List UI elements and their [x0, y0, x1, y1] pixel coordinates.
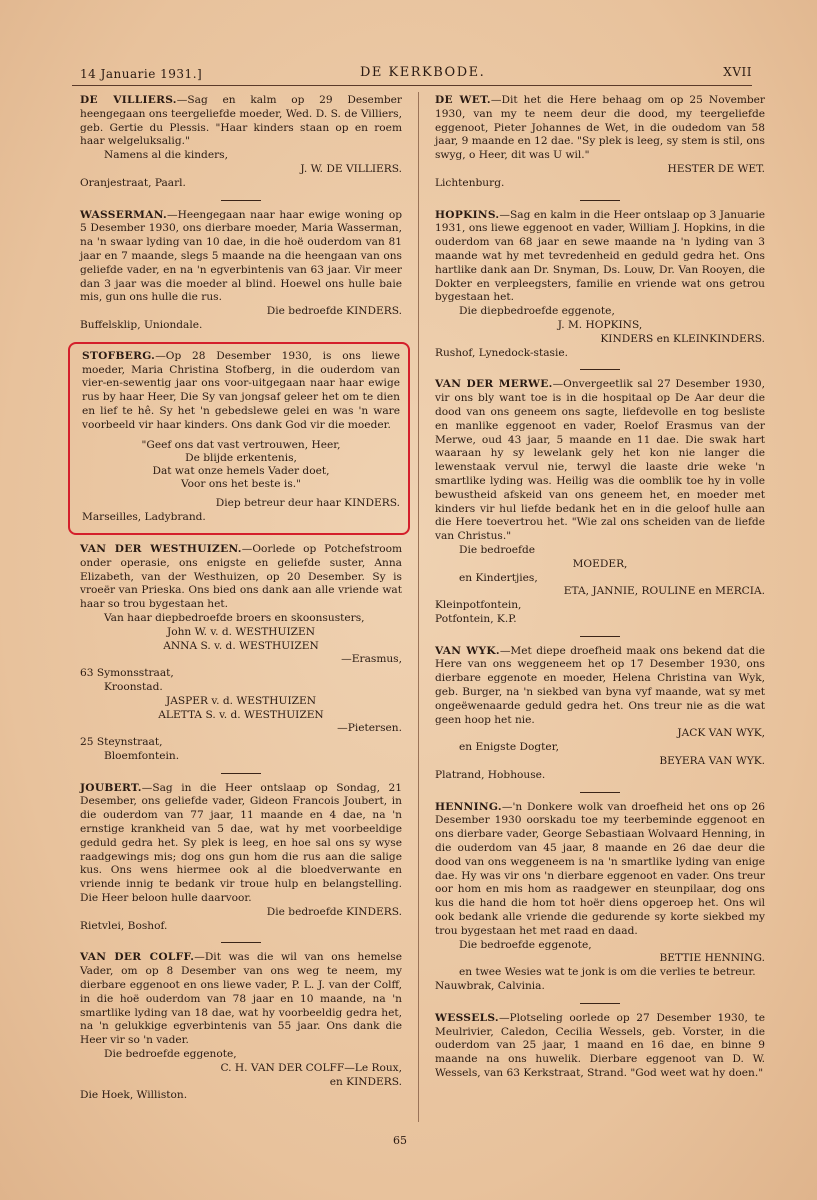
poem-line: Voor ons het beste is." — [180, 478, 302, 491]
notice-surname: VAN DER MERWE. — [435, 378, 553, 391]
notice-surname: DE VILLIERS. — [80, 94, 177, 106]
separator — [221, 200, 261, 201]
separator — [221, 942, 261, 943]
notice-name: ALETTA S. v. d. WESTHUIZEN — [158, 708, 324, 721]
notice-pre: Die diepbedroefde eggenote, — [459, 305, 615, 318]
notice-surname: WESSELS. — [435, 1011, 499, 1024]
page-number: 65 — [393, 1134, 407, 1147]
notice-pre: Van haar diepbedroefde broers en skoonsusters, — [104, 611, 365, 624]
notice-name: JASPER v. d. WESTHUIZEN — [166, 694, 316, 707]
notice-surname: HENNING. — [435, 800, 502, 813]
notice-place: Marseilles, Ladybrand. — [82, 511, 206, 524]
notice-address: 63 Symonsstraat, — [80, 667, 174, 680]
notice-place: Platrand, Hobhouse. — [435, 768, 546, 781]
notice-surname: DE WET. — [435, 94, 491, 106]
notice-place: Nauwbrak, Calvinia. — [435, 980, 545, 993]
notice-henning — [435, 801, 765, 994]
notice-surname: VAN DER WESTHUIZEN. — [80, 542, 242, 555]
notice-signature-line2: en KINDERS. — [329, 1075, 402, 1088]
poem-line: Dat wat onze hemels Vader doet, — [152, 464, 330, 477]
notice-text: —'n Donkere wolk van droefheid het ons op 26 Desember 1930 oorskadu toe my teerbeminde eggenoot en ons dierbare vader, George Sebastiaan Wolvaard Henning, in die ouderdom van 45 jaar, 8 maande en 26 dae deur die dood van ons weggeneem is na 'n smartlike lyding van enige dae. Hy was vir ons 'n dierbare eggenoot en vader. Ons treur oor hom en mis hom as raadgewer en steunpilaar, dog ons kus die hand die hom tot hoër diens opgeroep het. Ons wil ook bedank alle vriende die gedurende sy korte siekbed my trou bygestaan het met raad en daad. — [435, 800, 765, 937]
notice-van-der-westhuizen — [80, 543, 402, 764]
column-divider — [418, 92, 419, 1122]
notice-signature: Die bedroefde KINDERS. — [266, 305, 402, 318]
notice-suffix: —Erasmus, — [341, 653, 402, 666]
notice-van-wyk — [435, 645, 765, 783]
separator — [580, 636, 620, 637]
left-column — [80, 94, 402, 1112]
notice-signature: Diep betreur deur haar KINDERS. — [215, 497, 400, 510]
notice-place: Rushof, Lynedock-stasie. — [435, 346, 569, 359]
issue-date: 14 Januarie 1931.] — [80, 67, 203, 81]
poem-line: De blijde erkentenis, — [185, 451, 297, 464]
notice-surname: VAN WYK. — [435, 644, 500, 657]
notice-suffix: —Pietersen. — [337, 722, 402, 735]
notice-name: John W. v. d. WESTHUIZEN — [166, 625, 316, 638]
notice-text: —Plotseling oorlede op 27 Desember 1930, te Meulrivier, Caledon, Cecilia Wessels, geb. Vorster, in die ouderdom van 25 jaar, 1 maand en 16 dae, en binne 9 maande na ons huwelik. Dierbare eggenoot van D. W. Wessels, van 63 Kerkstraat, Strand. "God weet wat hy doen." — [435, 1011, 765, 1079]
notice-surname: JOUBERT. — [80, 781, 142, 794]
notice-text: —Oorlede op Potchefstroom onder operasie, ons enigste en geliefde suster, Anna Elizabeth, van der Westhuizen, op 20 Desember. Sy is vroeër van Prieska. Ons bied ons dank aan alle vriende wat haar so trou bygestaan het. — [80, 542, 402, 611]
notice-poem — [82, 439, 400, 492]
notice-text: —Dit het die Here behaag om op 25 November 1930, van my te neem deur die dood, my teergeliefde eggenoot, Pieter Johannes de Wet, in die oudedom van 58 jaar, 9 maande en 12 dae. "Sy plek is leeg, sy stem is stil, ons swyg, o Heer, dit was U wil." — [435, 94, 765, 162]
right-column — [435, 94, 765, 1090]
notice-wessels — [435, 1012, 765, 1081]
notice-name: ANNA S. v. d. WESTHUIZEN — [163, 639, 319, 652]
notice-text: —Sag en kalm op 29 Desember heengegaan ons teergeliefde moeder, Wed. D. S. de Villiers, geb. Gertie du Plessis. "Haar kinders staan op en roem haar welgeluksalig." — [80, 94, 402, 148]
notice-signature: BETTIE HENNING. — [659, 952, 765, 965]
notice-place: Die Hoek, Williston. — [80, 1089, 188, 1102]
notice-text: —Op 28 Desember 1930, is ons liewe moeder, Maria Christina Stofberg, in die ouderdom van vier-en-sewentig jaar ons voor-uitgegaan naar haar ewige rus by haar Heer, Die Sy van jongsaf geleer het om te dien en lief te hê. Sy het 'n gebedslewe gelei en was 'n ware voorbeeld vir haar kinders. Ons dank God vir die moeder. — [82, 349, 400, 431]
separator — [221, 773, 261, 774]
notice-surname: WASSERMAN. — [80, 208, 168, 221]
notice-signature: J. M. HOPKINS, — [557, 318, 643, 331]
header-rule — [72, 85, 752, 86]
notice-place: Buffelsklip, Uniondale. — [80, 318, 203, 331]
notice-hopkins — [435, 209, 765, 361]
notice-surname: STOFBERG. — [82, 349, 156, 362]
notice-text: —Sag en kalm in die Heer ontslaap op 3 Januarie 1931, ons liewe eggenoot en vader, William J. Hopkins, in die ouderdom van 68 jaar en sewe maande na 'n lyding van 3 maande wat hy met tevredenheid en geduld gedra het. Ons hartlike dank aan Dr. Snyman, Ds. Louw, Dr. Van Rooyen, die Dokter en verpleegsters, familie en vriende wat ons getrou bygestaan het. — [435, 208, 765, 304]
notice-signature: ETA, JANNIE, ROULINE en MERCIA. — [563, 585, 765, 598]
notice-pre: Namens al die kinders, — [104, 149, 228, 162]
notice-pre: Die bedroefde eggenote, — [104, 1048, 237, 1061]
separator — [580, 792, 620, 793]
notice-signature: J. W. DE VILLIERS. — [300, 162, 402, 175]
notice-de-villiers — [80, 94, 402, 191]
separator — [580, 369, 620, 370]
notice-post: en twee Wesies wat te jonk is om die verlies te betreur. — [459, 966, 756, 979]
notice-text: —Met diepe droefheid maak ons bekend dat die Here van ons weggeneem het op 17 Desember 1930, ons dierbare eggenote en moeder, Helena Christina van Wyk, geb. Burger, na 'n siekbed van byna vyf maande, wat sy met ongeëwenaarde geduld gedra het. Ons treur nie as die wat geen hoop het nie. — [435, 644, 765, 726]
page-header — [62, 62, 762, 86]
notice-de-wet — [435, 94, 765, 191]
notice-signature: C. H. VAN DER COLFF—Le Roux, — [220, 1061, 402, 1074]
notice-place: Lichtenburg. — [435, 176, 505, 189]
newspaper-title: DE KERKBODE. — [360, 65, 486, 80]
notice-signature-line2: KINDERS en KLEINKINDERS. — [600, 332, 765, 345]
notice-signature: JACK VAN WYK, — [677, 727, 765, 740]
notice-joubert — [80, 782, 402, 934]
notice-pre: en Enigste Dogter, — [459, 741, 559, 754]
notice-signature-line2: BEYERA VAN WYK. — [659, 755, 765, 768]
notice-wasserman — [80, 209, 402, 333]
notice-text: —Sag in die Heer ontslaap op Sondag, 21 Desember, ons geliefde vader, Gideon Francois Joubert, in die ouderdom van 77 jaar, 11 maande en 4 dae, na 'n ernstige krankheid van 5 dae, wat hy met voorbeeldige geduld gedra het. Sy plek is leeg, en hoe sal ons sy wyse raadgewings mis; dog ons gun hom die rus aan die salige kus. Ons wens hiermee ook al die bloedverwante en vriende innig te bedank vir troue hulp en belangstelling. Die Heer beloon hulle daarvoor. — [80, 781, 402, 905]
separator — [580, 1003, 620, 1004]
notice-address: 25 Steynstraat, — [80, 736, 163, 749]
notice-place: Kleinpotfontein, — [435, 599, 522, 612]
notice-surname: VAN DER COLFF. — [80, 951, 195, 964]
notice-van-der-merwe — [435, 378, 765, 626]
notice-pre: Die bedroefde eggenote, — [459, 938, 592, 951]
notice-place: Potfontein, K.P. — [435, 612, 517, 625]
notice-text: —Dit was die wil van ons hemelse Vader, om op 8 Desember van ons weg te neem, my dierbare eggenoot en ons liewe vader, P. L. J. van der Colff, in die hoë ouderdom van 78 jaar en 10 maande, na 'n smartlike lyding van 18 dae, wat hy voorbeeldig gedra het, na 'n gelukkige egverbintenis van 55 jaar. Ons dank die Heer vir so 'n vader. — [80, 951, 402, 1047]
notice-pre: Die bedroefde — [459, 543, 536, 556]
notice-van-der-colff — [80, 951, 402, 1103]
notice-place: Rietvlei, Boshof. — [80, 919, 168, 932]
notice-address: Bloemfontein. — [104, 749, 180, 762]
poem-line: "Geef ons dat vast vertrouwen, Heer, — [141, 438, 341, 451]
notice-signature: HESTER DE WET. — [667, 162, 765, 175]
page-roman-numeral: XVII — [723, 65, 752, 79]
notice-text: —Onvergeetlik sal 27 Desember 1930, vir ons bly want toe is in die hospitaal op De Aar deur die dood van ons geneem ons sagte, liefdevolle en tog besliste en manlike eggenoot en vader, Roelof Erasmus van der Merwe, oud 43 jaar, 5 maande en 11 dae. Die swak hart waaraan hy sy lewelank gely het kon nie langer die lewenstaak vervul nie, terwyl die laaste drie weke 'n smartlike lyding was. Heilig was die oomblik toe hy in volle bewustheid afskeid van ons geneem het, en moeder met kinders vir hul liefde bedank het en in die geloof hulle aan die Here toevertrou het. "Wie zal ons scheiden van de liefde van Christus." — [435, 378, 765, 543]
notice-signature: Die bedroefde KINDERS. — [266, 905, 402, 918]
notice-stofberg-highlighted — [68, 342, 410, 535]
notice-mid: en Kindertjies, — [459, 571, 538, 584]
notice-address: Kroonstad. — [104, 680, 163, 693]
notice-text: —Heengegaan naar haar ewige woning op 5 Desember 1930, ons dierbare moeder, Maria Wasserman, na 'n swaar lyding van 10 dae, in die hoë ouderdom van 81 jaar en 7 maande, slegs 5 maande na die heengaan van ons geliefde vader, en na 'n egverbintenis van 63 jaar. Vir meer dan 3 jaar was die moeder al blind. Hoewel ons hulle baie mis, gun ons hulle die rus. — [80, 208, 402, 304]
separator — [580, 200, 620, 201]
notice-place: Oranjestraat, Paarl. — [80, 176, 186, 189]
notice-surname: HOPKINS. — [435, 208, 500, 221]
notice-mid: MOEDER, — [572, 557, 628, 570]
